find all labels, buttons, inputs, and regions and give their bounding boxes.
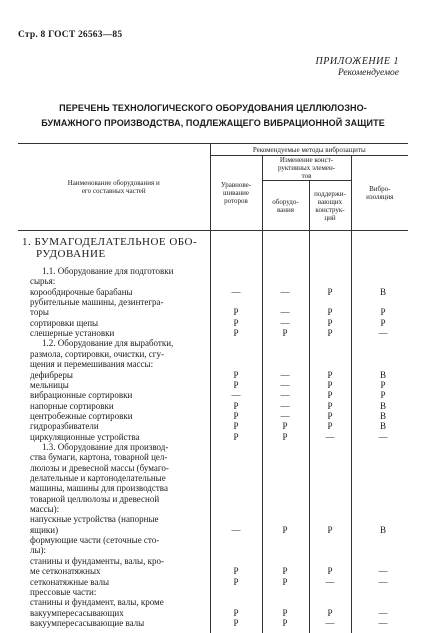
list-item-text: ства бумаги, картона, товарной цел- xyxy=(30,452,168,463)
list-item-text: лы): xyxy=(30,545,47,556)
column-divider xyxy=(309,229,310,633)
method-mark: Р xyxy=(327,369,333,380)
method-mark: В xyxy=(379,400,386,411)
col-header-vibro xyxy=(351,156,408,231)
list-item-text: 1.2. Оборудование для выработки, xyxy=(42,338,174,349)
page-header: Стр. 8 ГОСТ 26563—85 xyxy=(18,30,123,40)
list-item-text: станины и фундаменты, валы, кро- xyxy=(30,555,164,566)
balancing-line-3: роторов xyxy=(224,197,248,205)
title-line-2: БУМАЖНОГО ПРОИЗВОДСТВА, ПОДЛЕЖАЩЕГО ВИБРАЦИОННОЙ ЗАЩИТЕ xyxy=(41,118,385,128)
section-title-line-1: 1. БУМАГОДЕЛАТЕЛЬНОЕ ОБО- xyxy=(22,236,198,248)
list-item-text: центробежные сортировки xyxy=(30,410,133,421)
list-item-text: торы xyxy=(30,307,49,318)
method-mark: Р xyxy=(327,379,333,390)
method-mark: Р xyxy=(380,307,386,318)
method-mark: — xyxy=(378,576,388,587)
method-mark: Р xyxy=(380,379,386,390)
list-item-text: массы): xyxy=(30,504,60,515)
method-mark: Р xyxy=(233,400,239,411)
balancing-line-2: шивание xyxy=(222,189,250,197)
list-item-text: размола, сортировки, очистки, сгу- xyxy=(30,348,164,359)
method-mark: Р xyxy=(233,421,239,432)
vibro-line-1: Вибро- xyxy=(369,185,391,193)
method-mark: Р xyxy=(327,286,333,297)
list-item-text: гидроразбиватели xyxy=(30,421,99,432)
method-mark: Р xyxy=(327,317,333,328)
balancing-line-1: Уравнове- xyxy=(220,181,252,189)
method-mark: — xyxy=(378,617,388,628)
method-mark: Р xyxy=(282,617,288,628)
method-mark: Р xyxy=(327,421,333,432)
method-mark: В xyxy=(379,410,386,421)
method-mark: Р xyxy=(327,566,333,577)
method-mark: Р xyxy=(327,390,333,401)
col-header-name-line-2: его составных частей xyxy=(81,187,146,195)
method-mark: Р xyxy=(282,576,288,587)
method-mark: — xyxy=(231,286,241,297)
list-item-text: 1.3. Оборудование для производ- xyxy=(42,441,169,452)
method-mark: — xyxy=(280,307,290,318)
method-mark: Р xyxy=(282,607,288,618)
method-mark: Р xyxy=(233,410,239,421)
appendix-label: ПРИЛОЖЕНИЕ 1 xyxy=(315,56,399,67)
method-mark: Р xyxy=(233,607,239,618)
document-title xyxy=(30,101,396,131)
method-mark: — xyxy=(280,317,290,328)
list-item-text: вакуумпересасывающие валы xyxy=(30,617,145,628)
method-mark: В xyxy=(379,524,386,535)
changing-line-3: тов xyxy=(301,172,312,180)
method-mark: Р xyxy=(282,421,288,432)
method-mark: Р xyxy=(380,390,386,401)
method-mark: — xyxy=(378,607,388,618)
method-mark: — xyxy=(280,410,290,421)
method-mark: — xyxy=(280,400,290,411)
list-item-text: рубительные машины, дезинтегра- xyxy=(30,297,164,308)
supporting-line-2: вающих xyxy=(317,197,343,206)
list-item-text: щения и перемешивания массы: xyxy=(30,359,154,370)
list-item-text: ме сетконатяжных xyxy=(30,566,101,577)
method-mark: Р xyxy=(233,317,239,328)
method-mark: — xyxy=(280,286,290,297)
title-line-1: ПЕРЕЧЕНЬ ТЕХНОЛОГИЧЕСКОГО ОБОРУДОВАНИЯ ЦЕЛЛЮЛОЗНО- xyxy=(59,103,367,113)
method-mark: В xyxy=(379,369,386,380)
list-item-text: напускные устройства (напорные xyxy=(30,514,159,525)
method-mark: — xyxy=(378,431,388,442)
list-item-text: товарной целлюлозы и древесной xyxy=(30,493,160,504)
supporting-line-1: поддержи- xyxy=(314,189,346,198)
method-mark: — xyxy=(378,566,388,577)
method-mark: Р xyxy=(327,607,333,618)
col-header-equipment xyxy=(262,181,309,231)
method-mark: Р xyxy=(233,328,239,339)
changing-line-1: Изменение конст- xyxy=(279,156,334,164)
list-item-text: ящики) xyxy=(30,524,59,535)
col-header-supporting xyxy=(309,181,351,231)
method-mark: — xyxy=(325,431,335,442)
method-mark: — xyxy=(378,328,388,339)
recommended-label: Рекомендуемое xyxy=(337,68,399,78)
vibro-line-2: изоляция xyxy=(366,193,394,201)
method-mark: — xyxy=(280,390,290,401)
method-mark: Р xyxy=(233,379,239,390)
method-mark: Р xyxy=(282,328,288,339)
method-mark: Р xyxy=(380,317,386,328)
column-divider xyxy=(210,229,211,633)
list-item-text: машины, машины для производства xyxy=(30,483,168,494)
list-item-text: сетконатяжные валы xyxy=(30,576,110,587)
method-mark: Р xyxy=(233,566,239,577)
method-mark: Р xyxy=(233,307,239,318)
method-mark: Р xyxy=(327,524,333,535)
column-divider xyxy=(351,229,352,633)
list-item-text: станины и фундамент, валы, кроме xyxy=(30,597,164,608)
method-mark: Р xyxy=(327,410,333,421)
col-header-methods: Рекомендуемые методы виброзащиты xyxy=(210,144,408,156)
changing-line-2: руктивных элемен- xyxy=(277,164,336,172)
method-mark: Р xyxy=(327,400,333,411)
col-header-changing xyxy=(262,156,351,181)
list-item-text: мельницы xyxy=(30,379,69,390)
list-item-text: формующие части (сеточные сто- xyxy=(30,535,160,546)
list-item-text: сырья: xyxy=(30,276,56,287)
method-mark: Р xyxy=(282,566,288,577)
method-mark: В xyxy=(379,421,386,432)
method-mark: — xyxy=(231,390,241,401)
equipment-line-1: оборудо- xyxy=(272,197,299,206)
list-item-text: делательные и картоноделательные xyxy=(30,473,166,483)
col-header-name-line-1: Наименование оборудования и xyxy=(67,179,160,187)
method-mark: — xyxy=(280,369,290,380)
col-header-name xyxy=(18,144,210,231)
method-mark: — xyxy=(325,576,335,587)
list-item-text: сортировки щепы xyxy=(30,317,99,328)
equipment-line-2: вания xyxy=(276,205,295,214)
method-mark: — xyxy=(325,617,335,628)
method-mark: Р xyxy=(282,524,288,535)
col-header-balancing xyxy=(210,156,262,231)
section-title-line-2: РУДОВАНИЕ xyxy=(36,248,106,260)
method-mark: Р xyxy=(233,431,239,442)
list-item-text: вакуумпересасывающих xyxy=(30,607,124,618)
supporting-line-4: ций xyxy=(324,213,336,222)
method-mark: — xyxy=(231,524,241,535)
list-item-text: 1.1. Оборудование для подготовки xyxy=(42,266,174,276)
list-item-text: вибрационные сортировки xyxy=(30,390,133,401)
method-mark: Р xyxy=(282,431,288,442)
method-mark: Р xyxy=(327,328,333,339)
table-header xyxy=(18,143,408,231)
list-item-text: прессовые части: xyxy=(30,586,97,597)
list-item-text: напорные сортировки xyxy=(30,400,114,411)
method-mark: Р xyxy=(233,576,239,587)
list-item-text: слешерные установки xyxy=(30,328,115,339)
list-item-text: циркуляционные устройства xyxy=(30,431,140,442)
method-mark: Р xyxy=(233,617,239,628)
column-divider xyxy=(262,229,263,633)
supporting-line-3: конструк- xyxy=(315,205,345,214)
list-item-text: дефибреры xyxy=(30,369,73,380)
list-item-text: люлозы и древесной массы (бумаго- xyxy=(30,462,169,473)
method-mark: — xyxy=(280,379,290,390)
method-mark: Р xyxy=(327,307,333,318)
method-mark: Р xyxy=(233,369,239,380)
method-mark: В xyxy=(379,286,386,297)
list-item-text: корообдирочные барабаны xyxy=(30,286,133,297)
